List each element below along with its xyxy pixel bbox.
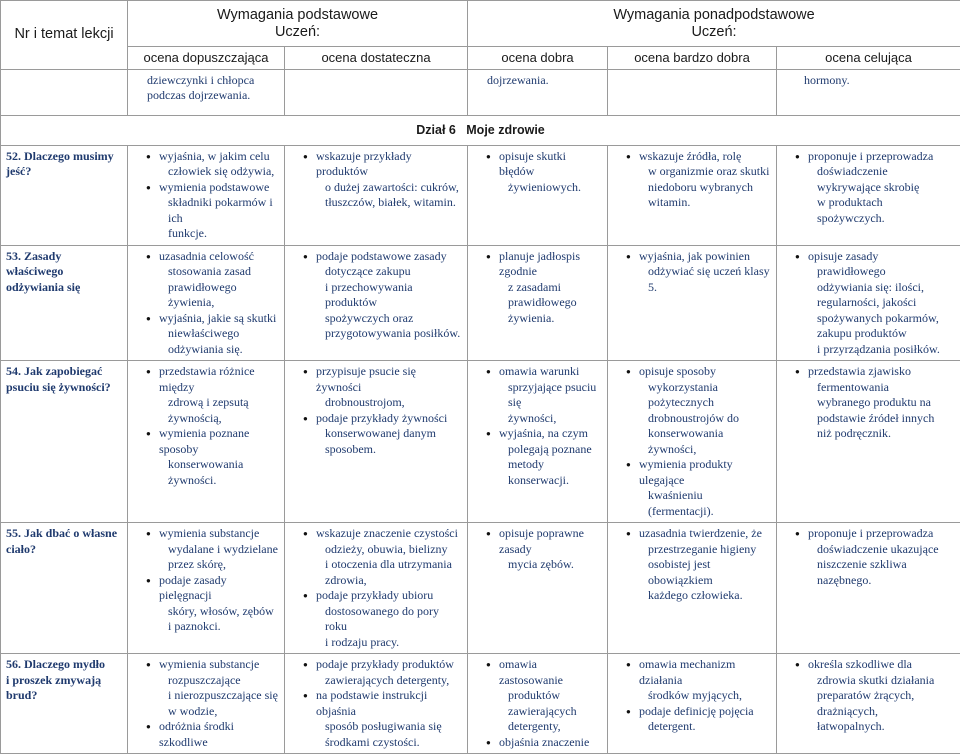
section-title-text: Dział 6 Moje zdrowie <box>416 123 545 137</box>
requirement-line: niż podręcznik. <box>808 426 955 442</box>
requirement-line: ● wymienia podstawowe <box>159 180 279 196</box>
requirement-list <box>145 149 279 242</box>
requirement-line: i rodzaju pracy. <box>316 635 462 651</box>
requirement-cell-c3 <box>468 145 608 245</box>
requirement-line: kwaśnieniu (fermentacji). <box>639 488 771 519</box>
requirement-list <box>625 249 771 296</box>
table-row <box>1 361 960 523</box>
requirement-line: niewłaściwego <box>159 326 279 342</box>
requirement-line: metody konserwacji. <box>499 457 602 488</box>
requirement-list <box>485 149 602 196</box>
requirement-item <box>316 588 462 650</box>
requirement-line: żywnością, <box>159 411 279 427</box>
requirement-line: stosowania zasad <box>159 264 279 280</box>
requirement-item <box>159 364 279 426</box>
requirement-item <box>159 573 279 635</box>
cont-c5-line: hormony. <box>804 73 955 89</box>
requirement-list <box>485 364 602 488</box>
requirement-cell-c3 <box>468 654 608 754</box>
requirement-line: ● objaśnia znaczenie <box>499 735 602 751</box>
requirement-line: drobnoustrojów do <box>639 411 771 427</box>
requirement-list <box>625 526 771 604</box>
header-basic-sub: Uczeń: <box>133 24 462 41</box>
header-topic: Nr i temat lekcji <box>1 1 128 70</box>
grade-3: ocena dobra <box>468 47 608 70</box>
requirement-line: ● wymienia substancje <box>159 526 279 542</box>
requirement-line: detergent. <box>639 719 771 735</box>
requirement-line: przestrzeganie higieny <box>639 542 771 558</box>
requirement-item <box>808 249 955 358</box>
requirement-list <box>302 526 462 650</box>
requirement-line: zdrowia skutki działania <box>808 673 955 689</box>
requirement-line: ● planuje jadłospis zgodnie <box>499 249 602 280</box>
requirement-item <box>159 149 279 180</box>
requirement-line: prawidłowego <box>808 264 955 280</box>
requirement-line: ● omawia mechanizm działania <box>639 657 771 688</box>
requirement-cell-c3 <box>468 361 608 523</box>
lesson-topic <box>1 654 128 754</box>
lesson-topic-line: jeść? <box>6 164 122 180</box>
requirement-line: ● przedstawia zjawisko <box>808 364 955 380</box>
requirement-line: detergenty, <box>499 719 602 735</box>
requirement-line: ● opisuje sposoby <box>639 364 771 380</box>
requirement-cell-c1 <box>128 361 285 523</box>
cont-c2 <box>285 69 468 115</box>
cont-c1 <box>128 69 285 115</box>
cont-topic <box>1 69 128 115</box>
requirement-cell-c1 <box>128 145 285 245</box>
requirement-line: rozpuszczające <box>159 673 279 689</box>
requirement-item <box>808 364 955 442</box>
requirement-item <box>316 149 462 211</box>
requirement-line: ● przypisuje psucie się żywności <box>316 364 462 395</box>
requirement-line: polegają poznane <box>499 442 602 458</box>
requirement-list <box>794 526 955 588</box>
requirement-line: funkcje. <box>159 226 279 242</box>
requirement-line: o dużej zawartości: cukrów, <box>316 180 462 196</box>
lesson-topic-line: 56. Dlaczego mydło <box>6 657 122 673</box>
header-basic-title: Wymagania podstawowe <box>133 7 462 24</box>
requirement-cell-c5 <box>777 145 960 245</box>
requirement-list <box>145 526 279 635</box>
requirement-line: ● podaje podstawowe zasady <box>316 249 462 265</box>
requirement-line: ● na podstawie instrukcji objaśnia <box>316 688 462 719</box>
requirement-list <box>794 149 955 227</box>
requirement-line: i przyrządzania posiłków. <box>808 342 955 358</box>
requirement-list <box>302 149 462 211</box>
requirement-line: ● wyjaśnia, w jakim celu <box>159 149 279 165</box>
requirement-cell-c2 <box>285 523 468 654</box>
requirement-line: środkami czystości. <box>316 735 462 751</box>
requirement-cell-c4 <box>608 654 777 754</box>
requirement-line: łatwopalnych. <box>808 719 955 735</box>
requirement-item <box>639 704 771 735</box>
requirement-item <box>159 719 279 750</box>
lesson-topic-line: 55. Jak dbać o własne <box>6 526 122 542</box>
requirement-item <box>316 411 462 458</box>
requirement-cell-c4 <box>608 523 777 654</box>
grade-5: ocena celująca <box>777 47 960 70</box>
requirement-item <box>639 149 771 211</box>
requirement-line: niszczenie szkliwa <box>808 557 955 573</box>
requirement-cell-c1 <box>128 654 285 754</box>
requirement-line: odzieży, obuwia, bielizny <box>316 542 462 558</box>
requirement-line: ● przedstawia różnice między <box>159 364 279 395</box>
requirement-item <box>808 526 955 588</box>
cont-c3 <box>468 69 608 115</box>
requirement-line: wykorzystania <box>639 380 771 396</box>
requirement-line: sposób posługiwania się <box>316 719 462 735</box>
requirement-line: nazębnego. <box>808 573 955 589</box>
requirement-line: prawidłowego żywienia, <box>159 280 279 311</box>
requirement-line: ● wymienia substancje <box>159 657 279 673</box>
requirement-line: wykrywające skrobię <box>808 180 955 196</box>
requirement-line: ● odróżnia środki szkodliwe <box>159 719 279 750</box>
requirement-line: i otoczenia dla utrzymania <box>316 557 462 573</box>
requirement-line: człowiek się odżywia, <box>159 164 279 180</box>
lesson-topic-line: odżywiania się <box>6 280 122 296</box>
requirement-line: regularności, jakości <box>808 295 955 311</box>
requirement-line: ● opisuje poprawne zasady <box>499 526 602 557</box>
requirement-line: ● podaje przykłady produktów <box>316 657 462 673</box>
requirement-line: konserwowania <box>159 457 279 473</box>
requirement-item <box>316 657 462 688</box>
requirement-line: i nierozpuszczające się <box>159 688 279 704</box>
requirement-line: ● opisuje skutki błędów <box>499 149 602 180</box>
requirement-list <box>794 364 955 442</box>
requirement-line: żywności, <box>499 411 602 427</box>
requirement-cell-c2 <box>285 361 468 523</box>
requirement-line: osobistej jest obowiązkiem <box>639 557 771 588</box>
requirement-item <box>639 249 771 296</box>
grade-4: ocena bardzo dobra <box>608 47 777 70</box>
requirement-cell-c4 <box>608 361 777 523</box>
requirement-list <box>145 657 279 750</box>
lesson-topic <box>1 523 128 654</box>
requirement-line: i przechowywania produktów <box>316 280 462 311</box>
grade-2: ocena dostateczna <box>285 47 468 70</box>
requirement-line: drażniących, <box>808 704 955 720</box>
requirement-line: dostosowanego do pory roku <box>316 604 462 635</box>
requirement-cell-c3 <box>468 523 608 654</box>
requirement-line: środków myjących, <box>639 688 771 704</box>
requirement-list <box>302 249 462 342</box>
requirement-line: wybranego produktu na <box>808 395 955 411</box>
table-body <box>1 145 960 754</box>
requirement-line: konserwowanej danym <box>316 426 462 442</box>
requirement-item <box>808 149 955 227</box>
requirement-line: fermentowania <box>808 380 955 396</box>
cont-c5 <box>777 69 960 115</box>
section-title <box>1 115 960 145</box>
requirement-line: zakupu produktów <box>808 326 955 342</box>
requirement-item <box>639 526 771 604</box>
requirement-line: podstawie źródeł innych <box>808 411 955 427</box>
lesson-topic-line: właściwego <box>6 264 122 280</box>
lesson-topic-line: i proszek zmywają <box>6 673 122 689</box>
lesson-topic-line: 53. Zasady <box>6 249 122 265</box>
lesson-topic-line: brud? <box>6 688 122 704</box>
requirement-line: w wodzie, <box>159 704 279 720</box>
requirement-line: ● omawia zastosowanie <box>499 657 602 688</box>
requirement-line: witamin. <box>639 195 771 211</box>
requirement-cell-c4 <box>608 245 777 361</box>
lesson-topic-line: 52. Dlaczego musimy <box>6 149 122 165</box>
requirement-line: z zasadami <box>499 280 602 296</box>
requirement-list <box>302 657 462 750</box>
lesson-topic <box>1 145 128 245</box>
requirement-line: ● podaje przykłady ubioru <box>316 588 462 604</box>
requirement-line: ● opisuje zasady <box>808 249 955 265</box>
requirement-cell-c2 <box>285 245 468 361</box>
requirement-cell-c5 <box>777 523 960 654</box>
requirement-list <box>485 657 602 750</box>
requirement-item <box>499 364 602 426</box>
requirement-list <box>145 364 279 488</box>
requirement-line: ● wymienia produkty ulegające <box>639 457 771 488</box>
requirement-line: odżywiania się: ilości, <box>808 280 955 296</box>
requirement-line: żywności. <box>159 473 279 489</box>
cont-c1-line-2: podczas dojrzewania. <box>147 88 279 104</box>
requirement-line: ● uzasadnia twierdzenie, że <box>639 526 771 542</box>
cont-c4 <box>608 69 777 115</box>
requirement-list <box>625 149 771 211</box>
lesson-topic-line: 54. Jak zapobiegać <box>6 364 122 380</box>
requirement-item <box>639 457 771 519</box>
requirement-line: ● wskazuje przykłady produktów <box>316 149 462 180</box>
requirement-line: żywienia. <box>499 311 602 327</box>
table-row <box>1 245 960 361</box>
requirement-item <box>159 180 279 242</box>
requirement-line: przygotowywania posiłków. <box>316 326 462 342</box>
requirement-cell-c5 <box>777 245 960 361</box>
requirement-cell-c4 <box>608 145 777 245</box>
grade-1: ocena dopuszczająca <box>128 47 285 70</box>
requirement-item <box>499 526 602 573</box>
requirement-line: odżywiać się uczeń klasy 5. <box>639 264 771 295</box>
table-row <box>1 654 960 754</box>
requirement-line: spożywczych oraz <box>316 311 462 327</box>
requirement-line: ● omawia warunki <box>499 364 602 380</box>
requirement-line: ● podaje zasady pielęgnacji <box>159 573 279 604</box>
requirement-cell-c2 <box>285 654 468 754</box>
requirement-list <box>625 657 771 735</box>
requirement-line: ● wymienia poznane sposoby <box>159 426 279 457</box>
requirement-item <box>499 657 602 735</box>
requirement-line: spożywczych. <box>808 211 955 227</box>
requirement-line: każdego człowieka. <box>639 588 771 604</box>
requirement-cell-c5 <box>777 361 960 523</box>
requirement-item <box>639 657 771 704</box>
requirement-cell-c5 <box>777 654 960 754</box>
requirement-line: spożywanych pokarmów, <box>808 311 955 327</box>
requirement-line: zawierających <box>499 704 602 720</box>
header-advanced-sub: Uczeń: <box>473 24 955 41</box>
requirement-item <box>808 657 955 735</box>
requirement-line: ● wskazuje źródła, rolę <box>639 149 771 165</box>
requirement-item <box>159 249 279 311</box>
requirement-line: sposobem. <box>316 442 462 458</box>
requirement-line: prawidłowego <box>499 295 602 311</box>
requirement-line: konserwowania żywności, <box>639 426 771 457</box>
requirement-line: ● podaje definicję pojęcia <box>639 704 771 720</box>
requirement-item <box>316 364 462 411</box>
requirement-line: zdrową i zepsutą <box>159 395 279 411</box>
requirement-list <box>794 657 955 735</box>
requirement-list <box>625 364 771 519</box>
requirement-cell-c1 <box>128 245 285 361</box>
requirement-list <box>145 249 279 358</box>
table-row <box>1 145 960 245</box>
lesson-topic <box>1 245 128 361</box>
requirement-item <box>639 364 771 457</box>
requirement-line: zawierających detergenty, <box>316 673 462 689</box>
requirement-cell-c2 <box>285 145 468 245</box>
requirement-line: dotyczące zakupu <box>316 264 462 280</box>
requirement-line: ● uzasadnia celowość <box>159 249 279 265</box>
requirement-list <box>485 526 602 573</box>
requirement-list <box>794 249 955 358</box>
header-advanced <box>468 1 960 47</box>
requirement-line: wydalane i wydzielane <box>159 542 279 558</box>
requirement-line: ● wskazuje znaczenie czystości <box>316 526 462 542</box>
requirement-line: żywieniowych. <box>499 180 602 196</box>
lesson-topic <box>1 361 128 523</box>
requirement-list <box>302 364 462 457</box>
requirement-line: ● wyjaśnia, na czym <box>499 426 602 442</box>
requirement-line: pożytecznych <box>639 395 771 411</box>
requirement-line: doświadczenie ukazujące <box>808 542 955 558</box>
requirement-line: przez skórę, <box>159 557 279 573</box>
requirement-item <box>159 526 279 573</box>
requirement-line: produktów <box>499 688 602 704</box>
requirement-item <box>159 426 279 488</box>
requirement-cell-c1 <box>128 523 285 654</box>
requirement-line: sprzyjające psuciu się <box>499 380 602 411</box>
requirement-line: składniki pokarmów i ich <box>159 195 279 226</box>
cont-c3-line: dojrzewania. <box>487 73 602 89</box>
requirement-line: ● określa szkodliwe dla <box>808 657 955 673</box>
requirement-line: ● wyjaśnia, jak powinien <box>639 249 771 265</box>
requirement-line: mycia zębów. <box>499 557 602 573</box>
lesson-topic-line: psuciu się żywności? <box>6 380 122 396</box>
table-row <box>1 523 960 654</box>
requirement-line: w organizmie oraz skutki <box>639 164 771 180</box>
requirement-line: drobnoustrojom, <box>316 395 462 411</box>
header-advanced-title: Wymagania ponadpodstawowe <box>473 7 955 24</box>
requirement-item <box>316 249 462 342</box>
requirement-item <box>499 735 602 751</box>
requirement-line: ● podaje przykłady żywności <box>316 411 462 427</box>
requirement-line: preparatów żrących, <box>808 688 955 704</box>
requirement-line: niedoboru wybranych <box>639 180 771 196</box>
header-basic <box>128 1 468 47</box>
requirement-item <box>159 657 279 719</box>
requirement-cell-c3 <box>468 245 608 361</box>
requirement-line: tłuszczów, białek, witamin. <box>316 195 462 211</box>
requirement-line: w produktach <box>808 195 955 211</box>
lesson-topic-line: ciało? <box>6 542 122 558</box>
requirement-item <box>316 526 462 588</box>
requirement-line: odżywiania się. <box>159 342 279 358</box>
requirement-item <box>159 311 279 358</box>
requirement-line: ● wyjaśnia, jakie są skutki <box>159 311 279 327</box>
requirement-line: skóry, włosów, zębów <box>159 604 279 620</box>
requirement-line: ● proponuje i przeprowadza <box>808 526 955 542</box>
requirement-line: doświadczenie <box>808 164 955 180</box>
requirement-item <box>316 688 462 750</box>
requirement-line: ● proponuje i przeprowadza <box>808 149 955 165</box>
requirement-line: zdrowia, <box>316 573 462 589</box>
requirement-line: i paznokci. <box>159 619 279 635</box>
cont-c1-line-1: dziewczynki i chłopca <box>147 73 279 89</box>
requirement-list <box>485 249 602 327</box>
requirement-item <box>499 149 602 196</box>
requirement-item <box>499 426 602 488</box>
requirement-item <box>499 249 602 327</box>
